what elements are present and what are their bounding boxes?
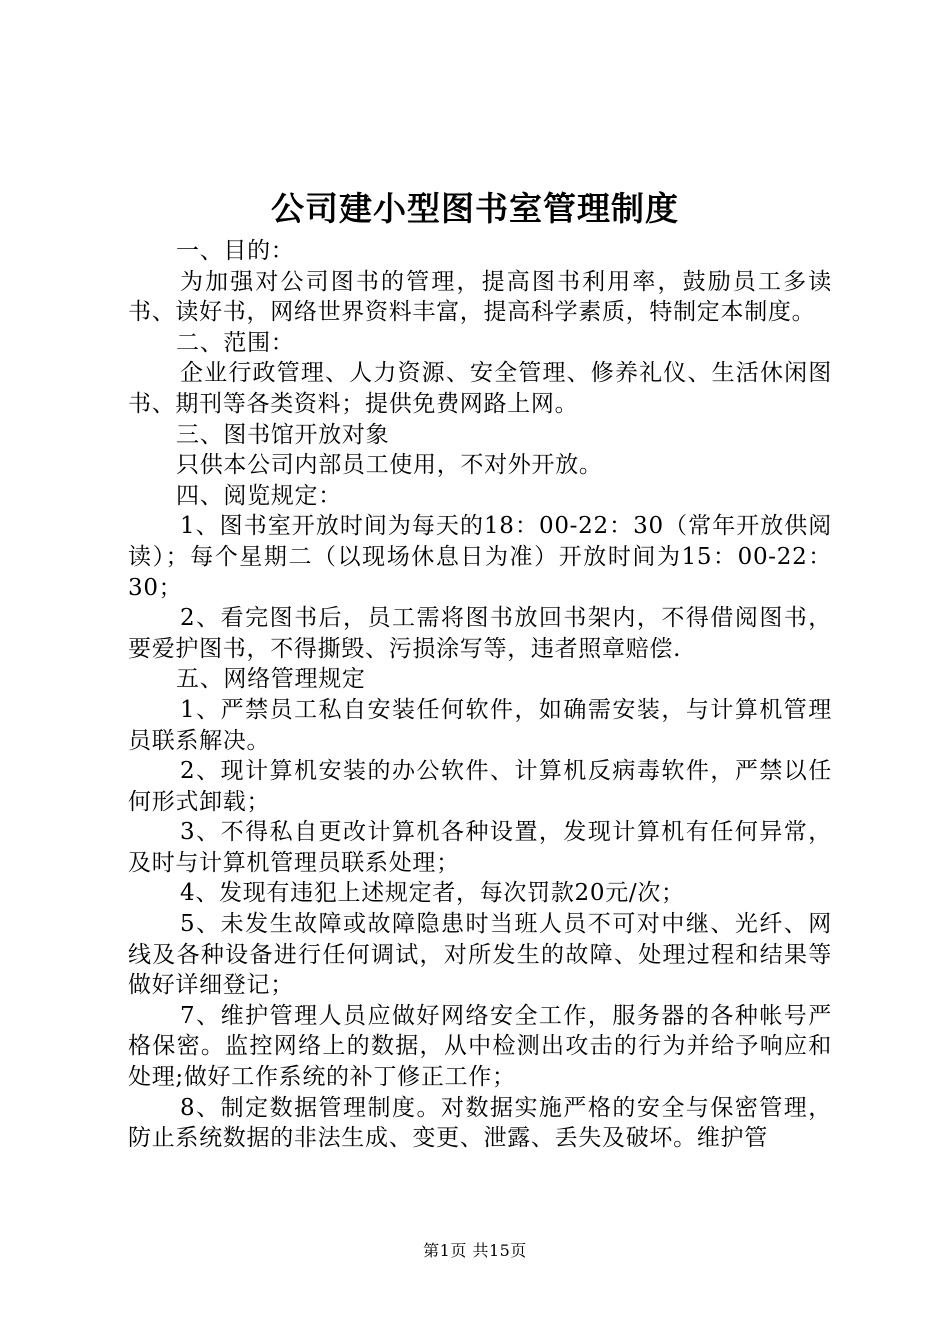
section-heading-audience: 三、图书馆开放对象 [176,421,390,448]
paragraph-audience: 只供本公司内部员工使用，不对外开放。 [176,452,603,479]
paragraph-network-rule-4: 4、发现有违犯上述规定者，每次罚款20元/次； [180,880,685,907]
paragraph-network-rule-1: 1、严禁员工私自安装任何软件，如确需安装，与计算机管理员联系解决。 [128,696,832,754]
paragraph-network-rule-3: 3、不得私自更改计算机各种设置，发现计算机有任何异常，及时与计算机管理员联系处理； [128,819,832,876]
paragraph-reading-rule-2: 2、看完图书后，员工需将图书放回书架内，不得借阅图书，要爱护图书，不得撕毁、污损涂写等，违者照章赔偿. [128,605,832,662]
paragraph-network-rule-7: 7、维护管理人员应做好网络安全工作，服务器的各种帐号严格保密。监控网络上的数据，从中检测出攻击的行为并给予响应和处理;做好工作系统的补丁修正工作； [128,1002,832,1091]
section-heading-purpose: 一、目的： [176,238,295,264]
paragraph-network-rule-8: 8、制定数据管理制度。对数据实施严格的安全与保密管理，防止系统数据的非法生成、变更、泄露、丢失及破坏。维护管 [128,1094,832,1152]
paragraph-scope: 企业行政管理、人力资源、安全管理、修养礼仪、生活休闲图书、期刊等各类资料；提供免费网路上网。 [128,360,832,417]
page-footer: 第1页 共15页 [423,1241,527,1260]
section-heading-network-rules: 五、网络管理规定 [176,666,366,693]
document-body [128,236,832,1154]
section-heading-scope: 二、范围： [176,329,295,356]
section-heading-reading-rules: 四、阅览规定： [176,482,342,509]
paragraph-network-rule-5: 5、未发生故障或故障隐患时当班人员不可对中继、光纤、网线及各种设备进行任何调试，对所发生的故障、处理过程和结果等做好详细登记； [128,911,832,999]
page-title: 公司建小型图书室管理制度 [271,189,679,228]
paragraph-reading-rule-1: 1、图书室开放时间为每天的18：00-22：30（常年开放供阅读）；每个星期二（以现场休息日为准）开放时间为15：00-22：30； [128,513,832,601]
paragraph-network-rule-2: 2、现计算机安装的办公软件、计算机反病毒软件，严禁以任何形式卸载； [128,758,832,815]
paragraph-purpose: 为加强对公司图书的管理，提高图书利用率，鼓励员工多读书、读好书，网络世界资料丰富，提高科学素质，特制定本制度。 [128,268,832,326]
